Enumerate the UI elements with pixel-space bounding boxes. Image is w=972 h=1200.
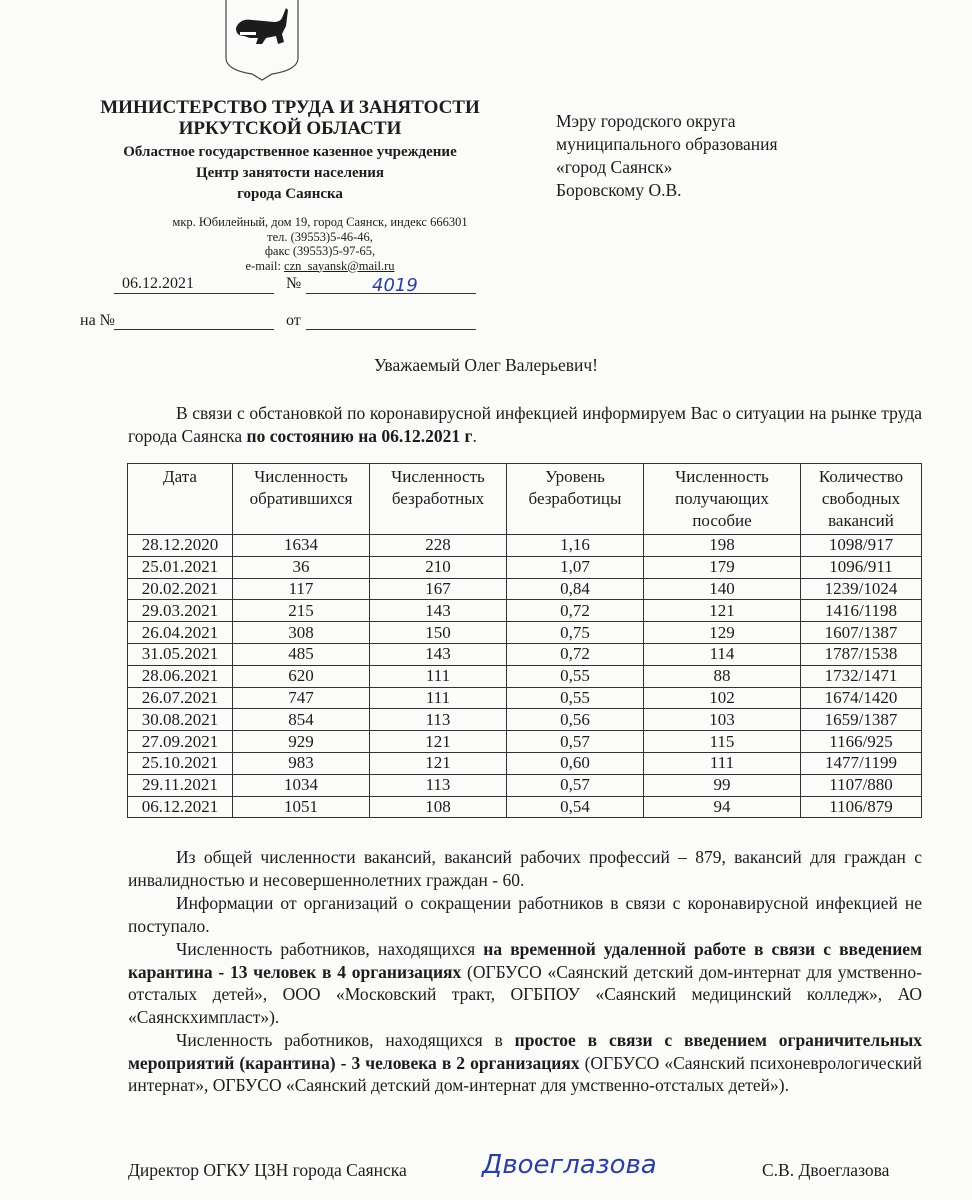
cell-date: 25.01.2021 xyxy=(128,556,233,578)
greeting: Уважаемый Олег Валерьевич! xyxy=(374,355,598,375)
coat-of-arms xyxy=(222,0,302,82)
irkutsk-coat-of-arms-icon xyxy=(222,0,302,82)
cell-vacancies: 1166/925 xyxy=(801,731,922,753)
cell-applicants: 983 xyxy=(233,752,370,774)
fax: факс (39553)5-97-65, xyxy=(264,244,376,258)
cell-vacancies: 1477/1199 xyxy=(801,752,922,774)
cell-rate: 0,72 xyxy=(507,643,644,665)
cell-applicants: 36 xyxy=(233,556,370,578)
cell-benefits: 94 xyxy=(644,796,801,818)
cell-date: 28.12.2020 xyxy=(128,535,233,557)
p4-end: (ОГБУСО «Саянский психоневрологический интернат», ОГБУСО «Саянский детский дом-интернат для умственно-отсталых детей»). xyxy=(128,1052,922,1095)
cell-unemployed: 121 xyxy=(370,731,507,753)
table-row xyxy=(128,600,922,622)
date-field xyxy=(114,275,274,294)
paragraph-downtime xyxy=(128,1029,922,1097)
email-label: e-mail: xyxy=(245,258,285,273)
letterhead xyxy=(60,97,520,273)
cell-applicants: 747 xyxy=(233,687,370,709)
cell-rate: 0,55 xyxy=(507,665,644,687)
cell-rate: 0,56 xyxy=(507,709,644,731)
handwritten-signature: Двоеглазова xyxy=(482,1150,657,1180)
table-row xyxy=(128,796,922,818)
cell-unemployed: 111 xyxy=(370,687,507,709)
table-row xyxy=(128,774,922,796)
cell-rate: 0,60 xyxy=(507,752,644,774)
p3-start: Численность работников, находящихся xyxy=(176,939,484,959)
table-row xyxy=(128,643,922,665)
cell-rate: 0,54 xyxy=(507,796,644,818)
table-row xyxy=(128,665,922,687)
p4-bold: простое в связи с введением ограничительных мероприятий (карантина) - 3 человека в 2 организациях xyxy=(128,1030,922,1073)
paragraph-layoffs: Информации от организаций о сокращении работников в связи с коронавирусной инфекцией не поступало. xyxy=(128,893,922,936)
cell-vacancies: 1607/1387 xyxy=(801,622,922,644)
cell-date: 29.03.2021 xyxy=(128,600,233,622)
cell-applicants: 1634 xyxy=(233,535,370,557)
col-unemployment-rate: Уровень безработицы xyxy=(507,464,644,535)
cell-vacancies: 1106/879 xyxy=(801,796,922,818)
phone: тел. (39553)5-46-46, xyxy=(267,229,373,244)
cell-benefits: 140 xyxy=(644,578,801,600)
intro-paragraph xyxy=(128,402,922,447)
cell-benefits: 179 xyxy=(644,556,801,578)
cell-date: 20.02.2021 xyxy=(128,578,233,600)
cell-vacancies: 1674/1420 xyxy=(801,687,922,709)
col-benefit-recipients: Численность получающих пособие xyxy=(644,464,801,535)
recipient-block xyxy=(556,110,778,202)
cell-unemployed: 210 xyxy=(370,556,507,578)
cell-date: 26.04.2021 xyxy=(128,622,233,644)
cell-benefits: 111 xyxy=(644,752,801,774)
in-reply-label: на № xyxy=(80,312,115,329)
org-line1: Областное государственное казенное учреждение xyxy=(123,144,457,160)
cell-vacancies: 1787/1538 xyxy=(801,643,922,665)
cell-benefits: 129 xyxy=(644,622,801,644)
cell-vacancies: 1096/911 xyxy=(801,556,922,578)
email-line xyxy=(60,259,520,274)
paragraph-remote-work xyxy=(128,938,922,1028)
cell-rate: 0,84 xyxy=(507,578,644,600)
cell-vacancies: 1107/880 xyxy=(801,774,922,796)
from-label: от xyxy=(286,312,301,329)
recipient-line4: Боровскому О.В. xyxy=(556,180,682,200)
p3-end: (ОГБУСО «Саянский детский дом-интернат для умственно-отсталых детей», ООО «Московский тракт, ОГБПОУ «Саянский медицинский колледж», АО «Саянскхимпласт»). xyxy=(128,961,922,1027)
cell-unemployed: 108 xyxy=(370,796,507,818)
ministry-line1: МИНИСТЕРСТВО ТРУДА И ЗАНЯТОСТИ xyxy=(100,97,480,118)
labor-market-table xyxy=(127,463,922,818)
cell-applicants: 485 xyxy=(233,643,370,665)
recipient-line1: Мэру городского округа xyxy=(556,111,736,131)
col-applicants: Численность обратившихся xyxy=(233,464,370,535)
cell-benefits: 114 xyxy=(644,643,801,665)
cell-unemployed: 113 xyxy=(370,774,507,796)
col-date: Дата xyxy=(128,464,233,535)
col-unemployed: Численность безработных xyxy=(370,464,507,535)
cell-vacancies: 1732/1471 xyxy=(801,665,922,687)
cell-applicants: 620 xyxy=(233,665,370,687)
number-field xyxy=(306,275,476,294)
cell-date: 31.05.2021 xyxy=(128,643,233,665)
cell-date: 28.06.2021 xyxy=(128,665,233,687)
cell-applicants: 1034 xyxy=(233,774,370,796)
cell-vacancies: 1416/1198 xyxy=(801,600,922,622)
cell-date: 06.12.2021 xyxy=(128,796,233,818)
table-row xyxy=(128,578,922,600)
cell-unemployed: 121 xyxy=(370,752,507,774)
p4-start: Численность работников, находящихся в xyxy=(176,1030,515,1050)
number-label: № xyxy=(286,275,302,292)
letter-number: 4019 xyxy=(372,275,418,296)
cell-benefits: 121 xyxy=(644,600,801,622)
cell-unemployed: 150 xyxy=(370,622,507,644)
cell-rate: 0,72 xyxy=(507,600,644,622)
p3-bold: на временной удаленной работе в связи с введением карантина - 13 человек в 4 организациях xyxy=(128,939,922,982)
table-row xyxy=(128,709,922,731)
cell-date: 26.07.2021 xyxy=(128,687,233,709)
cell-unemployed: 143 xyxy=(370,643,507,665)
cell-unemployed: 113 xyxy=(370,709,507,731)
cell-rate: 1,07 xyxy=(507,556,644,578)
cell-applicants: 929 xyxy=(233,731,370,753)
cell-benefits: 99 xyxy=(644,774,801,796)
cell-vacancies: 1239/1024 xyxy=(801,578,922,600)
cell-applicants: 215 xyxy=(233,600,370,622)
cell-unemployed: 228 xyxy=(370,535,507,557)
org-line2: Центр занятости населения xyxy=(195,165,385,181)
cell-unemployed: 167 xyxy=(370,578,507,600)
email-link[interactable]: czn_sayansk@mail.ru xyxy=(284,258,395,273)
cell-rate: 1,16 xyxy=(507,535,644,557)
cell-benefits: 88 xyxy=(644,665,801,687)
intro-bold: по состоянию на 06.12.2021 г xyxy=(246,425,473,446)
cell-date: 27.09.2021 xyxy=(128,731,233,753)
recipient-line3: «город Саянск» xyxy=(556,157,673,177)
table-row xyxy=(128,752,922,774)
letter-date: 06.12.2021 xyxy=(122,275,194,292)
from-field xyxy=(306,311,476,330)
cell-benefits: 115 xyxy=(644,731,801,753)
cell-date: 25.10.2021 xyxy=(128,752,233,774)
cell-rate: 0,55 xyxy=(507,687,644,709)
intro-text: В связи с обстановкой по коронавирусной инфекцией информируем Вас о ситуации на рынке труда города Саянска xyxy=(128,403,922,446)
recipient-line2: муниципального образования xyxy=(556,134,778,154)
cell-applicants: 1051 xyxy=(233,796,370,818)
ministry-line2: ИРКУТСКОЙ ОБЛАСТИ xyxy=(178,118,402,139)
cell-benefits: 103 xyxy=(644,709,801,731)
cell-applicants: 308 xyxy=(233,622,370,644)
signer-position: Директор ОГКУ ЦЗН города Саянска xyxy=(128,1160,407,1180)
cell-date: 29.11.2021 xyxy=(128,774,233,796)
cell-vacancies: 1098/917 xyxy=(801,535,922,557)
col-vacancies: Количество свободных вакансий xyxy=(801,464,922,535)
org-line3: города Саянска xyxy=(237,186,343,202)
cell-benefits: 198 xyxy=(644,535,801,557)
table-row xyxy=(128,731,922,753)
cell-rate: 0,75 xyxy=(507,622,644,644)
cell-benefits: 102 xyxy=(644,687,801,709)
signer-name: С.В. Двоеглазова xyxy=(762,1160,890,1180)
intro-end: . xyxy=(472,425,477,446)
in-reply-field xyxy=(114,311,274,330)
table-row xyxy=(128,622,922,644)
table-row xyxy=(128,556,922,578)
table-header-row xyxy=(128,464,922,535)
cell-date: 30.08.2021 xyxy=(128,709,233,731)
cell-applicants: 117 xyxy=(233,578,370,600)
cell-unemployed: 111 xyxy=(370,665,507,687)
cell-rate: 0,57 xyxy=(507,731,644,753)
cell-vacancies: 1659/1387 xyxy=(801,709,922,731)
cell-rate: 0,57 xyxy=(507,774,644,796)
table-row xyxy=(128,687,922,709)
cell-unemployed: 143 xyxy=(370,600,507,622)
address: мкр. Юбилейный, дом 19, город Саянск, индекс 666301 xyxy=(172,215,468,229)
cell-applicants: 854 xyxy=(233,709,370,731)
paragraph-vacancies: Из общей численности вакансий, вакансий рабочих профессий – 879, вакансий для граждан с инвалидностью и несовершеннолетних граждан - 60. xyxy=(128,847,922,890)
table-row xyxy=(128,535,922,557)
